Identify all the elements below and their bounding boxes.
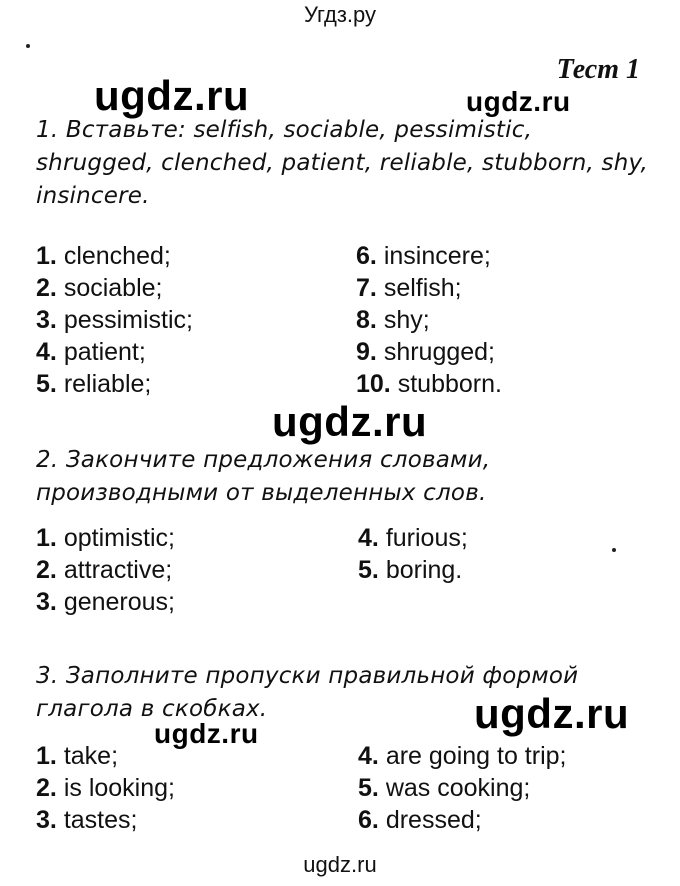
answer-number: 4. bbox=[36, 338, 57, 366]
answer-item bbox=[358, 522, 468, 554]
site-header: Угдз.ру bbox=[303, 2, 377, 27]
answer-text: furious; bbox=[385, 524, 468, 552]
answer-number: 7. bbox=[356, 274, 377, 302]
answer-item bbox=[358, 554, 462, 586]
site-footer: ugdz.ru bbox=[303, 852, 377, 877]
answer-number: 2. bbox=[36, 556, 57, 584]
answer-text: shrugged; bbox=[383, 338, 496, 366]
answer-item bbox=[36, 772, 175, 804]
answer-text: sociable; bbox=[63, 274, 163, 302]
answer-number: 10. bbox=[356, 370, 391, 398]
answer-text: optimistic; bbox=[63, 524, 175, 552]
answer-number: 6. bbox=[356, 242, 377, 270]
answer-number: 4. bbox=[358, 524, 379, 552]
answer-number: 6. bbox=[358, 806, 379, 834]
answer-text: take; bbox=[63, 742, 119, 770]
answer-item bbox=[358, 804, 482, 836]
answer-text: are going to trip; bbox=[385, 742, 567, 770]
answer-number: 3. bbox=[36, 588, 57, 616]
answer-number: 2. bbox=[36, 274, 57, 302]
answer-item bbox=[36, 272, 162, 304]
answer-number: 3. bbox=[36, 806, 57, 834]
answer-number: 5. bbox=[358, 556, 379, 584]
answer-number: 2. bbox=[36, 774, 57, 802]
answer-item bbox=[356, 368, 502, 400]
answer-number: 8. bbox=[356, 306, 377, 334]
answer-text: stubborn. bbox=[397, 370, 502, 398]
answer-item bbox=[36, 240, 171, 272]
answer-item bbox=[36, 304, 193, 336]
answer-number: 4. bbox=[358, 742, 379, 770]
answer-number: 9. bbox=[356, 338, 377, 366]
test-title: Тест 1 bbox=[556, 54, 640, 85]
answer-text: reliable; bbox=[63, 370, 152, 398]
answer-number: 5. bbox=[358, 774, 379, 802]
answer-number: 3. bbox=[36, 306, 57, 334]
answer-text: insincere; bbox=[383, 242, 491, 270]
answer-item bbox=[36, 336, 146, 368]
answer-text: shy; bbox=[383, 306, 430, 334]
answer-text: pessimistic; bbox=[63, 306, 193, 334]
speck bbox=[612, 548, 616, 552]
answer-item bbox=[358, 772, 530, 804]
answer-text: patient; bbox=[63, 338, 146, 366]
watermark: ugdz.ru bbox=[94, 72, 250, 119]
answer-text: tastes; bbox=[63, 806, 138, 834]
watermark: ugdz.ru bbox=[474, 690, 630, 737]
answer-text: was cooking; bbox=[385, 774, 531, 802]
answer-number: 5. bbox=[36, 370, 57, 398]
watermark: ugdz.ru bbox=[154, 718, 259, 749]
section-1-instruction: 1. Вставьте: selfish, sociable, pessimistic, shrugged, clenched, patient, reliable, stubborn, shy, insincere. bbox=[36, 117, 649, 209]
answer-text: clenched; bbox=[63, 242, 171, 270]
section-2-instruction: 2. Закончите предложения словами, производными от выделенных слов. bbox=[36, 447, 491, 506]
answer-text: generous; bbox=[63, 588, 176, 616]
answer-item bbox=[36, 522, 175, 554]
watermark: ugdz.ru bbox=[466, 86, 571, 117]
answer-item bbox=[358, 740, 566, 772]
answer-number: 1. bbox=[36, 524, 57, 552]
answer-item bbox=[36, 740, 118, 772]
answer-item bbox=[36, 554, 172, 586]
answer-text: selfish; bbox=[383, 274, 462, 302]
section-3-instruction: 3. Заполните пропуски правильной формой глагола в скобках. bbox=[36, 663, 579, 722]
answer-item bbox=[36, 586, 175, 618]
watermark: ugdz.ru bbox=[272, 398, 428, 445]
answer-item bbox=[356, 304, 430, 336]
answer-number: 1. bbox=[36, 242, 57, 270]
answer-text: attractive; bbox=[63, 556, 173, 584]
answer-number: 1. bbox=[36, 742, 57, 770]
answer-item bbox=[356, 336, 495, 368]
answer-text: boring. bbox=[385, 556, 463, 584]
answer-item bbox=[36, 368, 151, 400]
answer-text: is looking; bbox=[63, 774, 175, 802]
answer-text: dressed; bbox=[385, 806, 482, 834]
answer-item bbox=[356, 240, 491, 272]
speck bbox=[26, 44, 30, 48]
answer-item bbox=[356, 272, 462, 304]
answer-item bbox=[36, 804, 137, 836]
